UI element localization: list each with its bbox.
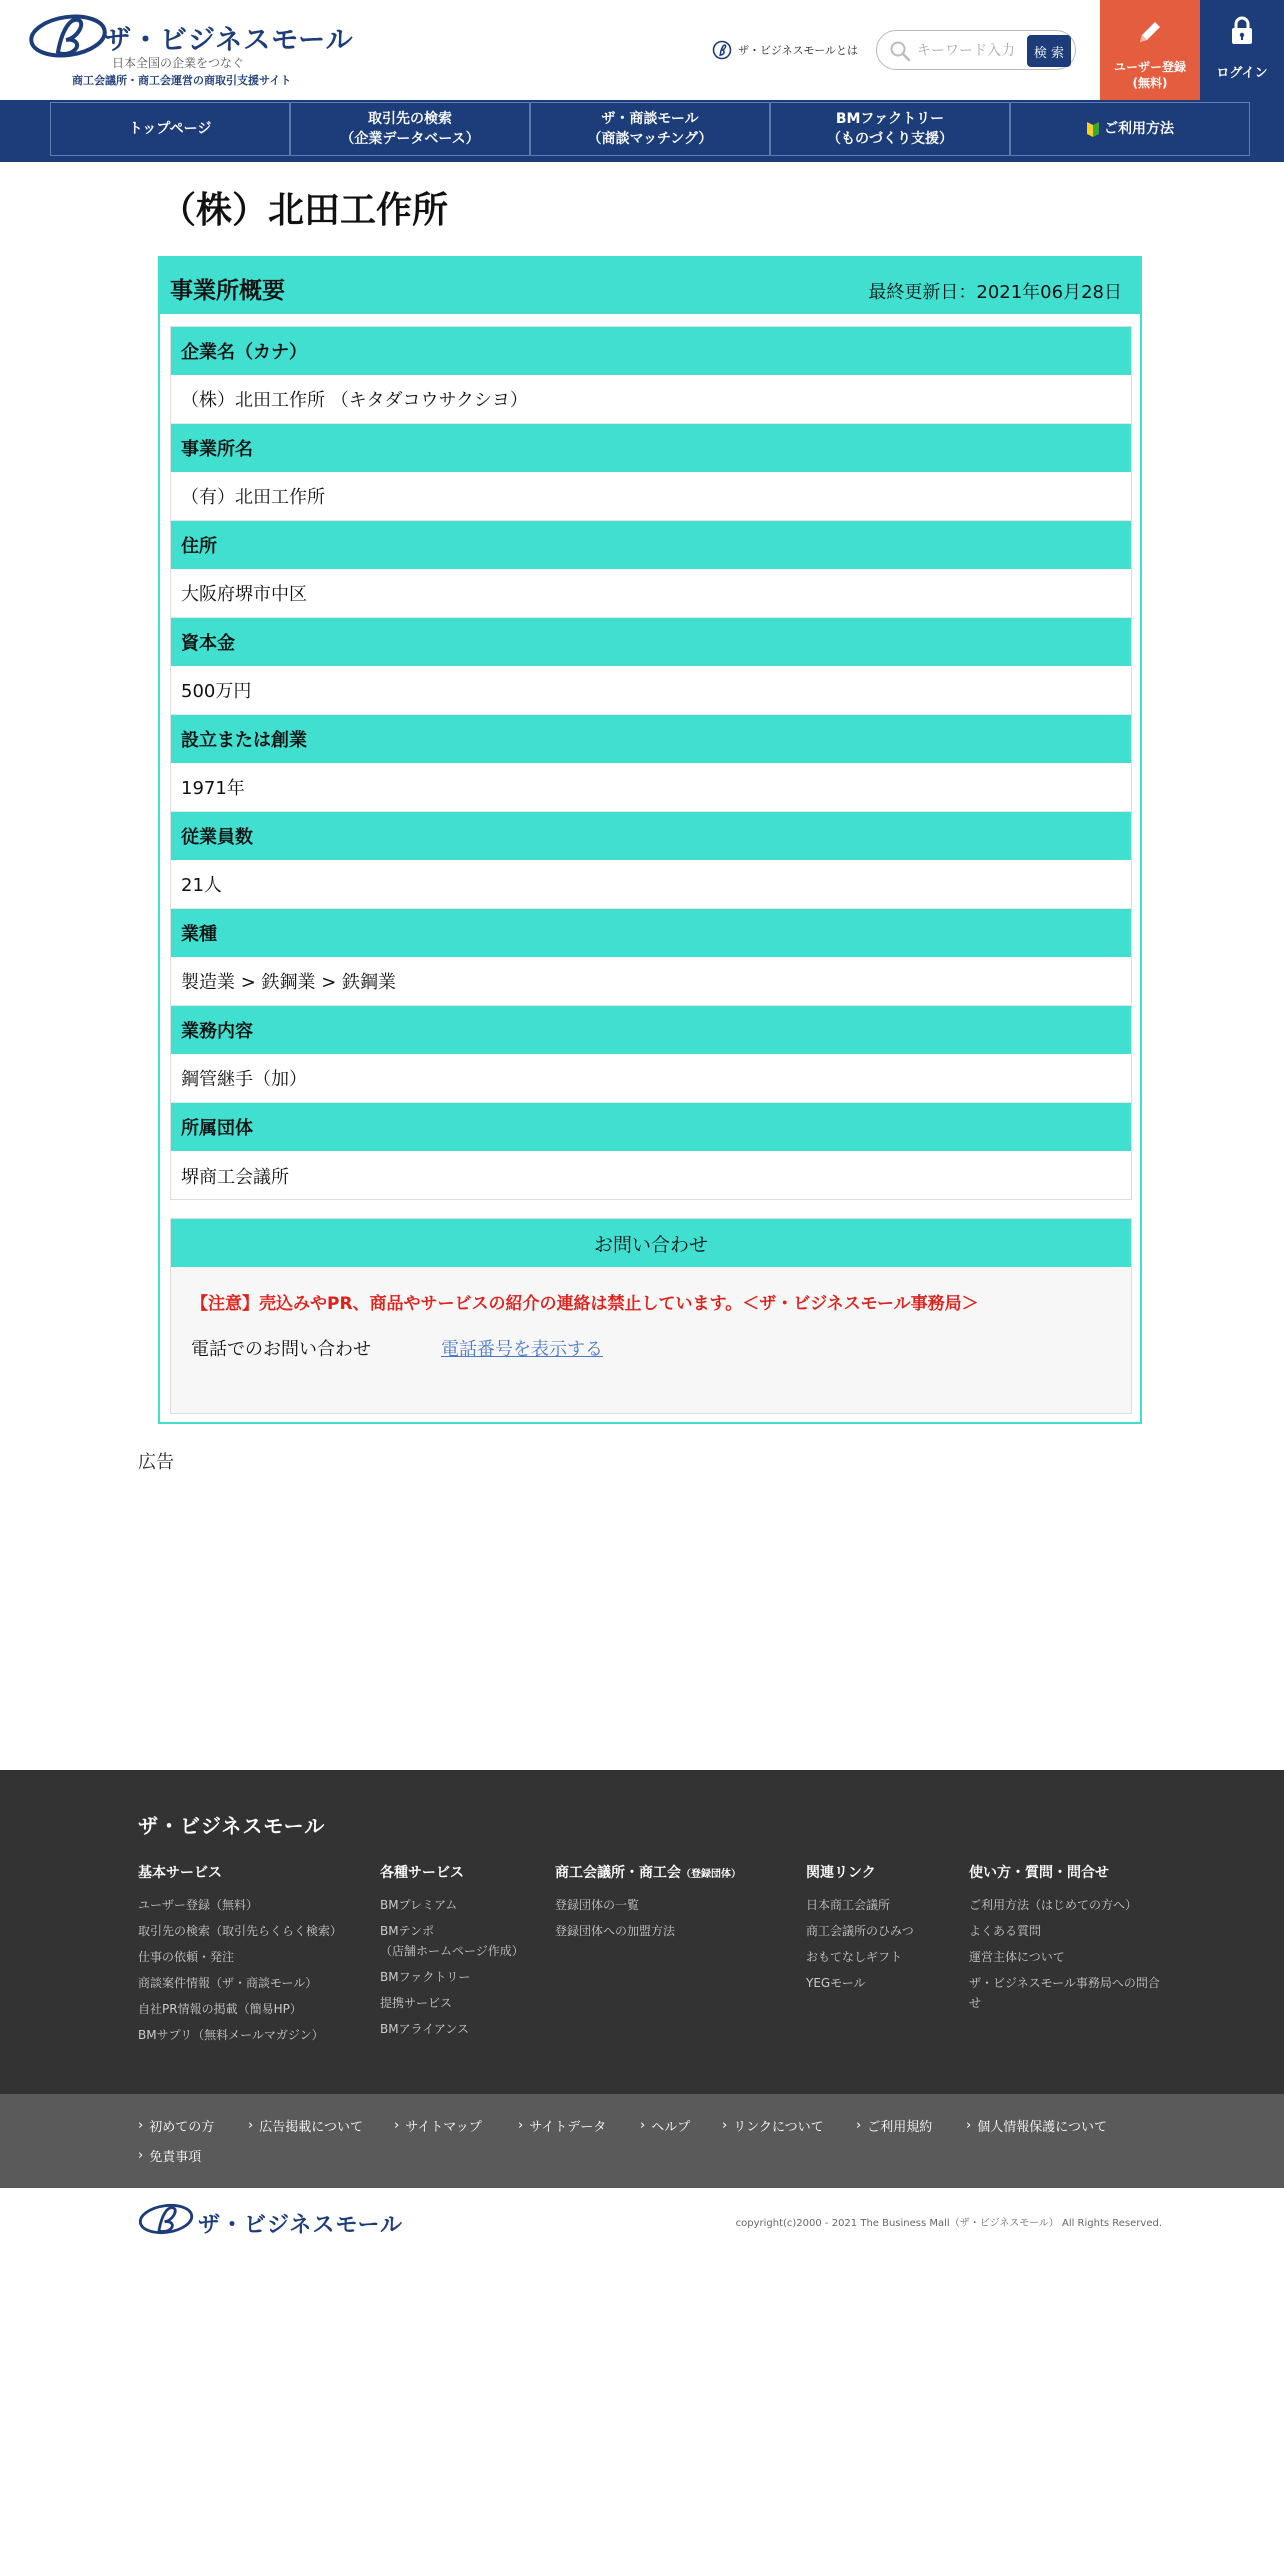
logo-mark-icon bbox=[28, 12, 108, 60]
about-link-label: ザ・ビジネスモールとは bbox=[738, 44, 859, 57]
sub-link-advertising[interactable] bbox=[248, 2116, 363, 2135]
footer-link-bm-tempo[interactable] bbox=[380, 1921, 524, 1961]
sub-link-sitedata[interactable] bbox=[518, 2116, 606, 2135]
sub-link-label: ご利用規約 bbox=[867, 2120, 933, 2135]
sub-link-first-time[interactable] bbox=[138, 2116, 214, 2135]
chevron-right-icon: › bbox=[394, 2118, 400, 2133]
nav-item-how-to-use[interactable] bbox=[1010, 102, 1250, 156]
logo-subtagline: 商工会議所・商工会運営の商取引支援サイト bbox=[72, 74, 292, 87]
sub-link-links[interactable] bbox=[722, 2116, 824, 2135]
sub-link-label: 個人情報保護について bbox=[977, 2120, 1107, 2135]
footer-column-heading: 関連リンク bbox=[806, 1865, 876, 1881]
footer-link[interactable]: 提携サービス bbox=[380, 1996, 453, 2010]
sub-link-help[interactable] bbox=[640, 2116, 690, 2135]
nav-item-top[interactable] bbox=[50, 102, 290, 156]
bottom-logo-name: ザ・ビジネスモール bbox=[198, 2213, 404, 2238]
field-value-industry: 製造業 > 鉄鋼業 > 鉄鋼業 bbox=[171, 957, 1131, 1006]
login-button[interactable] bbox=[1200, 0, 1284, 100]
search-button[interactable]: 検 索 bbox=[1027, 35, 1071, 67]
contact-warning: 【注意】売込みやPR、商品やサービスの紹介の連絡は禁止しています。＜ザ・ビジネスモール事務局＞ bbox=[191, 1294, 979, 1314]
footer-column-heading: 各種サービス bbox=[380, 1865, 464, 1881]
contact-heading: お問い合わせ bbox=[171, 1219, 1131, 1267]
footer-column-chambers bbox=[555, 1862, 741, 1944]
footer-link[interactable]: YEGモール bbox=[806, 1976, 866, 1990]
field-value-organization: 堺商工会議所 bbox=[181, 1166, 289, 1188]
footer-column-help bbox=[969, 1862, 1169, 2016]
ad-label: 広告 bbox=[138, 1452, 174, 1473]
footer-link[interactable]: BMファクトリー bbox=[380, 1970, 471, 1984]
site-logo[interactable] bbox=[28, 12, 354, 92]
footer-column-services bbox=[380, 1862, 524, 2042]
sub-link-terms[interactable] bbox=[856, 2116, 932, 2135]
footer-link[interactable]: 登録団体への加盟方法 bbox=[555, 1924, 676, 1938]
nav-item-company-search[interactable] bbox=[290, 102, 530, 156]
sub-link-label: ヘルプ bbox=[651, 2120, 691, 2135]
field-value-employees: 21人 bbox=[171, 860, 1131, 909]
footer-link: BMテンポ bbox=[380, 1924, 434, 1938]
footer-link[interactable]: よくある質問 bbox=[969, 1924, 1042, 1938]
about-logo-icon bbox=[712, 40, 732, 60]
footer-column-related bbox=[806, 1862, 914, 1996]
footer-link[interactable]: 商工会議所のひみつ bbox=[806, 1924, 914, 1938]
register-button[interactable] bbox=[1100, 0, 1200, 100]
footer-link[interactable]: 登録団体の一覧 bbox=[555, 1898, 640, 1912]
footer-link[interactable]: 自社PR情報の掲載（簡易HP） bbox=[138, 2002, 302, 2016]
beginner-mark-icon bbox=[1086, 120, 1100, 138]
login-label: ログイン bbox=[1216, 66, 1268, 81]
field-value-capital: 500万円 bbox=[171, 666, 1131, 715]
footer-column-heading: 使い方・質問・問合せ bbox=[969, 1865, 1109, 1881]
nav-underline bbox=[0, 158, 1284, 162]
nav-item-sublabel: （ものづくり支援） bbox=[827, 131, 953, 147]
company-overview-panel bbox=[158, 256, 1142, 1424]
sub-link-label: 免責事項 bbox=[149, 2150, 202, 2165]
nav-item-label: ザ・商談モール bbox=[601, 111, 699, 127]
chevron-right-icon: › bbox=[640, 2118, 646, 2133]
panel-header bbox=[160, 258, 1140, 314]
search-input[interactable] bbox=[917, 39, 1023, 63]
field-label-industry: 業種 bbox=[171, 909, 1131, 957]
sub-link-privacy[interactable] bbox=[966, 2116, 1107, 2135]
chevron-right-icon: › bbox=[518, 2118, 524, 2133]
register-label: ユーザー登録 bbox=[1113, 60, 1186, 74]
footer-logo[interactable]: ザ・ビジネスモール bbox=[138, 1814, 326, 1838]
footer-link[interactable]: BMアライアンス bbox=[380, 2022, 470, 2036]
footer-column-heading-text: 商工会議所・商工会 bbox=[555, 1865, 681, 1881]
field-label-employees: 従業員数 bbox=[171, 812, 1131, 860]
sub-link-label: サイトマップ bbox=[405, 2120, 482, 2135]
nav-item-label: BMファクトリー bbox=[835, 111, 945, 127]
nav-item-bm-factory[interactable] bbox=[770, 102, 1010, 156]
footer-column-heading: 基本サービス bbox=[138, 1865, 222, 1881]
field-label-capital: 資本金 bbox=[171, 618, 1131, 666]
nav-item-sublabel: （企業データベース） bbox=[340, 131, 480, 147]
sub-link-sitemap[interactable] bbox=[394, 2116, 482, 2135]
chevron-right-icon: › bbox=[248, 2118, 254, 2133]
footer-link[interactable]: ご利用方法（はじめての方へ） bbox=[969, 1898, 1138, 1912]
footer-link[interactable]: ユーザー登録（無料） bbox=[138, 1898, 259, 1912]
register-sublabel: (無料) bbox=[1132, 76, 1168, 90]
footer-link[interactable]: 取引先の検索（取引先らくらく検索） bbox=[138, 1924, 343, 1938]
field-label-founded: 設立または創業 bbox=[171, 715, 1131, 763]
field-value-office-name: （有）北田工作所 bbox=[171, 472, 1131, 521]
footer-link[interactable]: BMプレミアム bbox=[380, 1898, 458, 1912]
field-value-address: 大阪府堺市中区 bbox=[171, 569, 1131, 618]
chevron-right-icon: › bbox=[138, 2118, 144, 2133]
search-icon bbox=[889, 40, 911, 62]
footer-link[interactable]: おもてなしギフト bbox=[806, 1950, 903, 1964]
chevron-right-icon: › bbox=[722, 2118, 728, 2133]
nav-item-label: ご利用方法 bbox=[1104, 121, 1174, 137]
footer-sub-links bbox=[0, 2094, 1284, 2188]
bottom-bar bbox=[0, 2188, 1284, 2248]
field-value-company-kana: （株）北田工作所 （キタダコウサクシヨ） bbox=[171, 375, 1131, 424]
field-label-address: 住所 bbox=[171, 521, 1131, 569]
contact-box bbox=[170, 1218, 1132, 1414]
nav-item-label: 取引先の検索 bbox=[368, 111, 452, 127]
site-header bbox=[0, 0, 1284, 100]
company-info-table bbox=[170, 326, 1132, 1200]
logo-tagline: 日本全国の企業をつなぐ bbox=[112, 56, 245, 70]
nav-item-sublabel: （商談マッチング） bbox=[587, 131, 713, 147]
field-value-founded: 1971年 bbox=[171, 763, 1131, 812]
footer-link[interactable]: BMサプリ（無料メールマガジン） bbox=[138, 2028, 324, 2042]
lock-icon bbox=[1230, 16, 1254, 46]
footer-link[interactable]: ザ・ビジネスモール事務局への問合せ bbox=[969, 1976, 1160, 2010]
show-phone-link[interactable]: 電話番号を表示する bbox=[441, 1339, 603, 1360]
page-title: （株）北田工作所 bbox=[160, 190, 449, 231]
copyright: copyright(c)2000 - 2021 The Business Mall（ザ・ビジネスモール） All Rights Reserved. bbox=[735, 2218, 1162, 2229]
footer-column-heading bbox=[555, 1862, 741, 1892]
footer-link[interactable]: 商談案件情報（ザ・商談モール） bbox=[138, 1976, 318, 1990]
sub-link-label: 初めての方 bbox=[149, 2120, 215, 2135]
chevron-right-icon: › bbox=[966, 2118, 972, 2133]
section-title: 事業所概要 bbox=[170, 278, 285, 304]
pencil-icon bbox=[1134, 16, 1166, 48]
bottom-logo[interactable] bbox=[138, 2200, 404, 2242]
field-label-office-name: 事業所名 bbox=[171, 424, 1131, 472]
footer-column-basic bbox=[138, 1862, 342, 2048]
footer-link[interactable]: 日本商工会議所 bbox=[806, 1898, 891, 1912]
logo-name: ザ・ビジネスモール bbox=[104, 25, 354, 56]
nav-item-business-mall[interactable] bbox=[530, 102, 770, 156]
global-nav bbox=[0, 100, 1284, 158]
phone-label: 電話でのお問い合わせ bbox=[191, 1339, 371, 1360]
footer-link-sub: （店舗ホームページ作成） bbox=[380, 1944, 524, 1958]
search-box bbox=[876, 30, 1076, 70]
field-value-business: 鋼管継手（加） bbox=[171, 1054, 1131, 1103]
chevron-right-icon: › bbox=[138, 2148, 144, 2163]
sub-link-disclaimer[interactable] bbox=[138, 2146, 201, 2165]
logo-mark-icon bbox=[138, 2200, 194, 2238]
field-label-organization: 所属団体 bbox=[171, 1103, 1131, 1151]
footer-link[interactable]: 運営主体について bbox=[969, 1950, 1065, 1964]
nav-item-label: トップページ bbox=[128, 121, 212, 137]
field-label-business: 業務内容 bbox=[171, 1006, 1131, 1054]
about-link[interactable] bbox=[712, 38, 858, 62]
sub-link-label: サイトデータ bbox=[529, 2120, 607, 2135]
field-label-company-kana: 企業名（カナ） bbox=[171, 327, 1131, 375]
sub-link-label: リンクについて bbox=[733, 2120, 824, 2135]
chevron-right-icon: › bbox=[856, 2118, 862, 2133]
site-footer bbox=[0, 1770, 1284, 2094]
last-updated: 最終更新日：2021年06月28日 bbox=[868, 282, 1122, 303]
footer-link[interactable]: 仕事の依頼・発注 bbox=[138, 1950, 235, 1964]
sub-link-label: 広告掲載について bbox=[259, 2120, 363, 2135]
footer-column-heading-small: （登録団体） bbox=[681, 1869, 741, 1880]
